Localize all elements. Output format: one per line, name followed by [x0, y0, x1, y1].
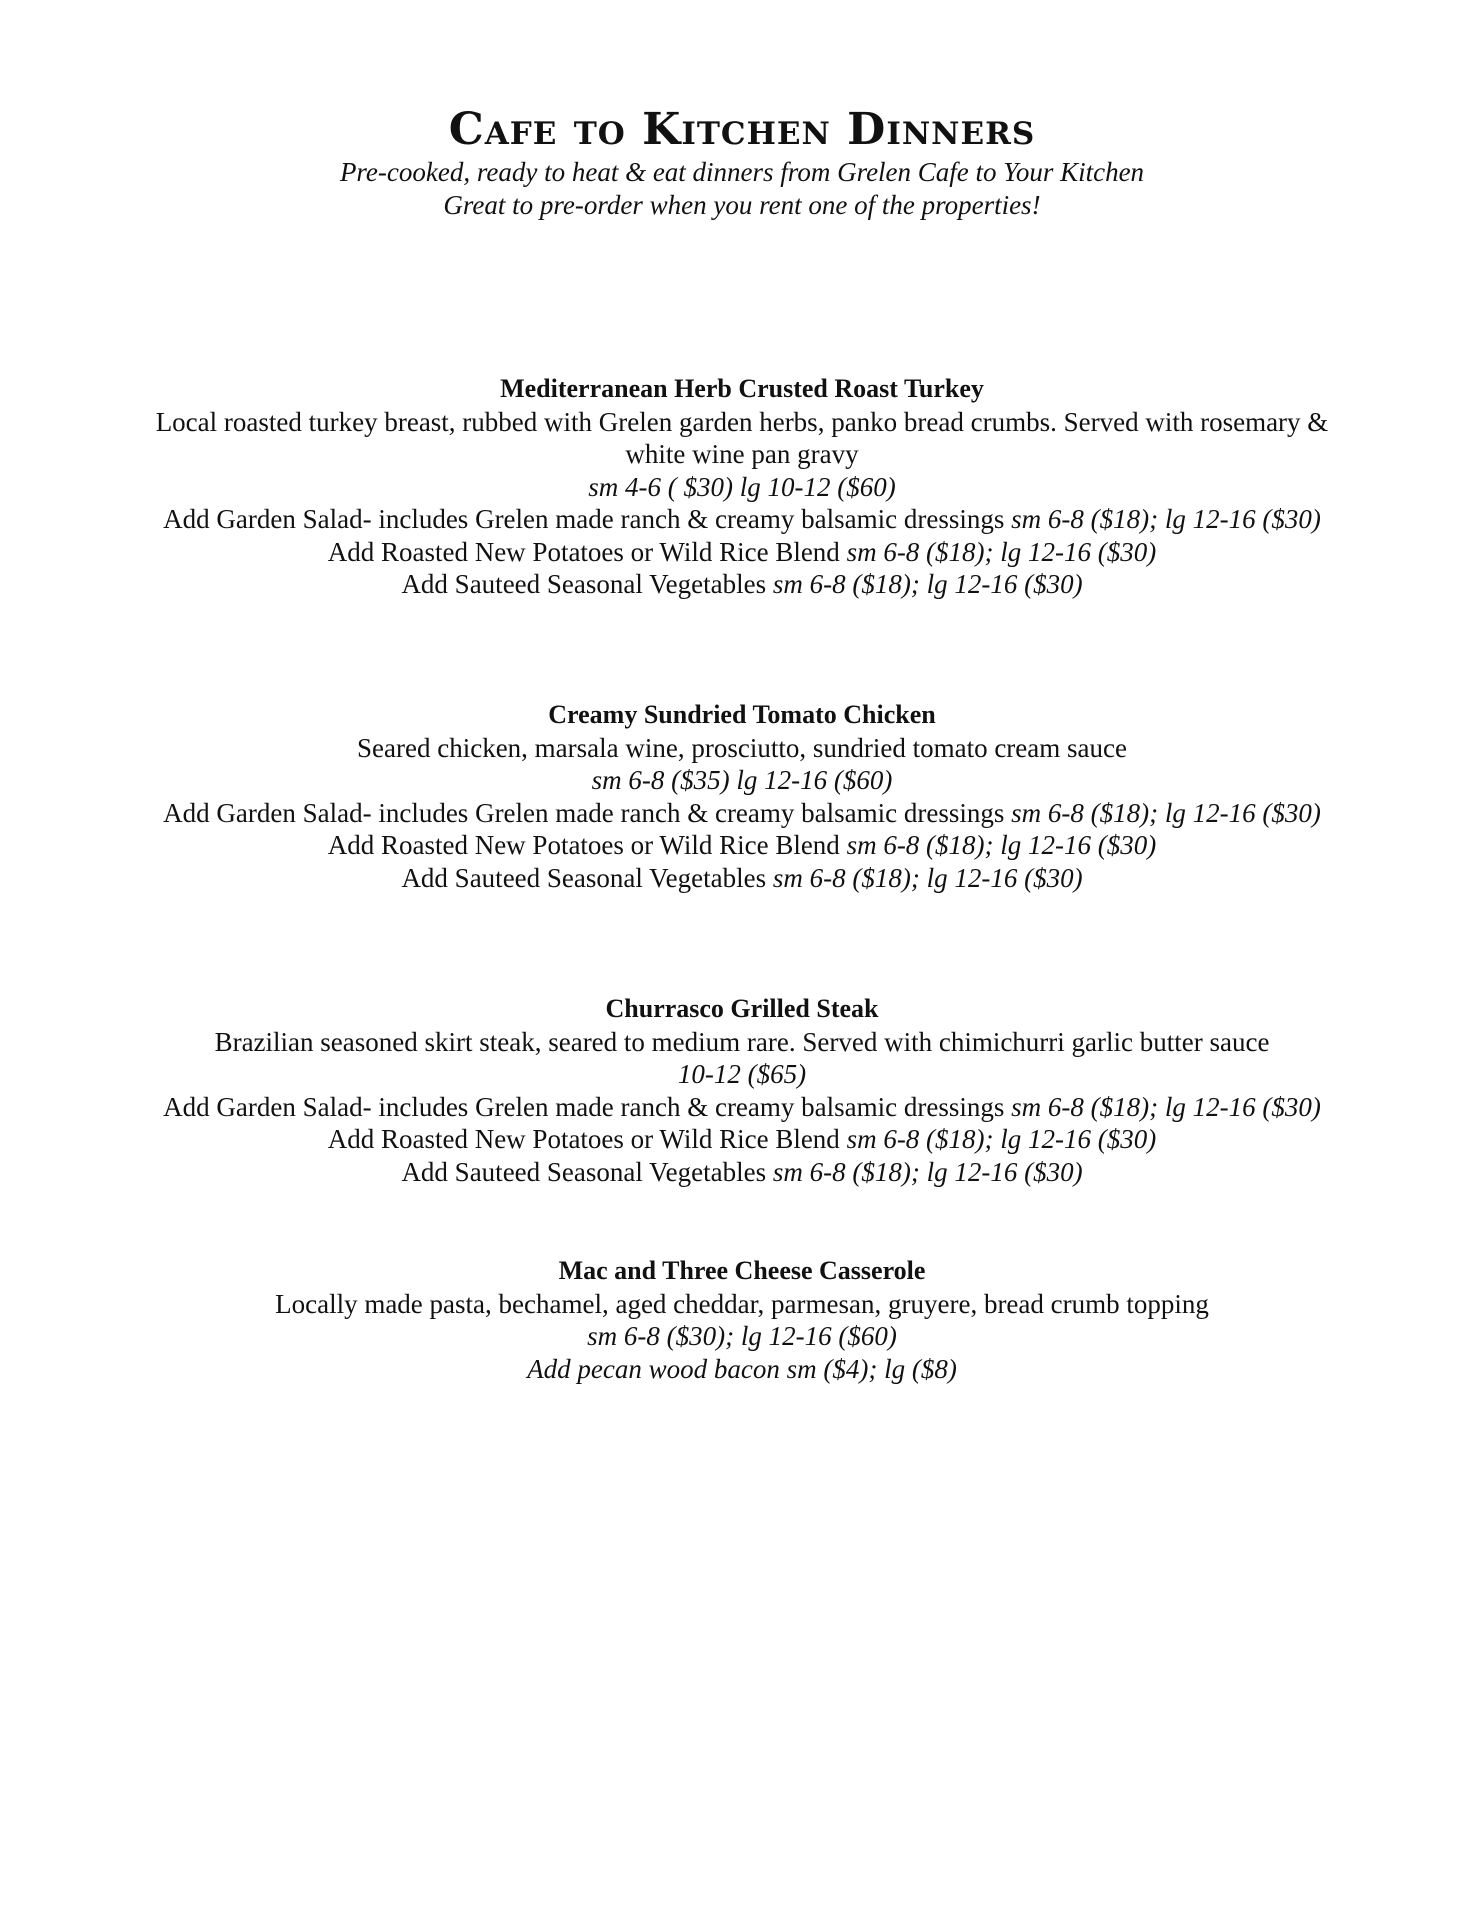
addon-price: sm 6-8 ($18); lg 12-16 ($30) — [766, 862, 1083, 893]
dish-price: sm 4-6 ( $30) lg 10-12 ($60) — [588, 471, 896, 502]
menu-header — [0, 104, 1484, 222]
dish-turkey — [60, 373, 1424, 601]
dish-price: sm 6-8 ($30); lg 12-16 ($60) — [587, 1321, 897, 1351]
addon-price: sm 6-8 ($18); lg 12-16 ($30) — [766, 1156, 1083, 1187]
addon-price: sm 6-8 ($18); lg 12-16 ($30) — [846, 1124, 1157, 1154]
addon-potatoes — [60, 536, 1424, 569]
addon-label: Add Garden Salad- includes Grelen made ranch & creamy balsamic dressings — [163, 1091, 1012, 1122]
dish-description: Seared chicken, marsala wine, prosciutto, sundried tomato cream sauce — [357, 732, 1127, 763]
addon-label: Add Sauteed Seasonal Vegetables — [401, 862, 767, 893]
addon-label: Add Garden Salad- includes Grelen made ranch & creamy balsamic dressings — [163, 797, 1012, 828]
menu-subtitle: Pre-cooked, ready to heat & eat dinners from Grelen Cafe to Your Kitchen — [339, 157, 1145, 187]
dish-name: Mac and Three Cheese Casserole — [558, 1256, 926, 1285]
addon-vegetables — [60, 568, 1424, 601]
addon-vegetables — [60, 1156, 1424, 1189]
addon-bacon: Add pecan wood bacon sm ($4); lg ($8) — [527, 1353, 957, 1384]
dish-price: 10-12 ($65) — [677, 1059, 807, 1089]
addon-price: sm 6-8 ($18); lg 12-16 ($30) — [839, 536, 1157, 567]
addon-label: Add Sauteed Seasonal Vegetables — [401, 1156, 767, 1187]
addon-label: Add Sauteed Seasonal Vegetables — [401, 569, 767, 599]
dish-steak — [60, 993, 1424, 1188]
dish-name: Mediterranean Herb Crusted Roast Turkey — [500, 374, 984, 403]
addon-salad — [60, 503, 1424, 536]
dish-description: Locally made pasta, bechamel, aged cheddar, parmesan, gruyere, bread crumb topping — [275, 1288, 1209, 1319]
addon-potatoes — [60, 829, 1424, 862]
dish-description: Brazilian seasoned skirt steak, seared to medium rare. Served with chimichurri garlic butter sauce — [214, 1026, 1270, 1057]
addon-potatoes — [60, 1123, 1424, 1156]
addon-price: sm 6-8 ($18); lg 12-16 ($30) — [839, 830, 1157, 860]
menu-subtitle-note: Great to pre-order when you rent one of the properties! — [443, 190, 1041, 220]
addon-price: sm 6-8 ($18); lg 12-16 ($30) — [1011, 1091, 1321, 1122]
addon-vegetables — [60, 862, 1424, 895]
dish-mac-and-cheese — [60, 1255, 1424, 1385]
addon-label: Add Roasted New Potatoes or Wild Rice Blend — [327, 536, 840, 567]
dish-chicken — [60, 699, 1424, 894]
addon-price: sm 6-8 ($18); lg 12-16 ($30) — [1011, 504, 1321, 534]
addon-price: sm 6-8 ($18); lg 12-16 ($30) — [766, 569, 1083, 599]
addon-label: Add Garden Salad- includes Grelen made ranch & creamy balsamic dressings — [163, 504, 1012, 534]
dish-name: Creamy Sundried Tomato Chicken — [548, 700, 936, 729]
dish-description: Local roasted turkey breast, rubbed with Grelen garden herbs, panko bread crumbs. Served with rosemary & — [155, 406, 1329, 437]
addon-price: sm 6-8 ($18); lg 12-16 ($30) — [1011, 797, 1321, 828]
dish-name: Churrasco Grilled Steak — [605, 994, 879, 1023]
dish-price: sm 6-8 ($35) lg 12-16 ($60) — [591, 765, 893, 795]
addon-salad — [60, 797, 1424, 830]
addon-salad — [60, 1091, 1424, 1124]
addon-label: Add Roasted New Potatoes or Wild Rice Blend — [327, 830, 840, 860]
addon-label: Add Roasted New Potatoes or Wild Rice Blend — [327, 1124, 847, 1154]
menu-title: Cafe to Kitchen Dinners — [448, 104, 1036, 155]
dish-description-continued: white wine pan gravy — [625, 439, 859, 469]
